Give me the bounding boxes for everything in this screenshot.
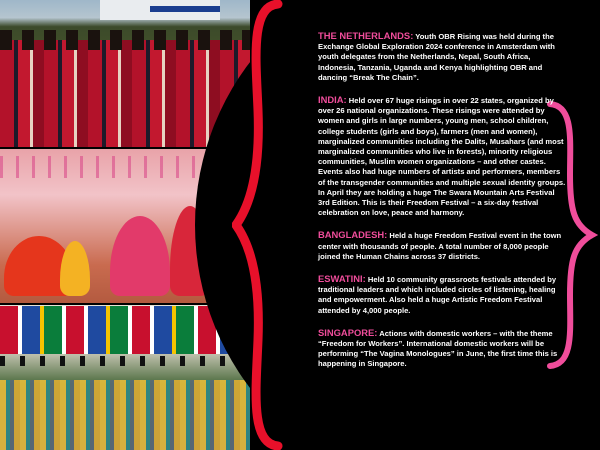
section-eswatini [318, 274, 568, 316]
text-column [318, 31, 568, 382]
section-text: Held over 67 huge risings in over 22 states, organized by over 26 national organizations. These risings were attended by women and girls in large numbers, young men, school children, college students (girls and boys), farmers (men and women), marginalized communities including the Dalits, Musahars (and most marginalized communities who live in forests), minority religious communities, Muslim women organizations – and other castes. Events also had huge numbers of artists and performers, members of the transgender communities and multiple sexual identity groups. In April they are holding a huge The Swara Mountain Arts Festival 3rd Edition. This is their Freedom Festival – a six-day festival celebration on love, peace and harmony. [318, 96, 566, 218]
section-netherlands [318, 31, 568, 83]
section-title: THE NETHERLANDS: [318, 30, 414, 41]
photo-flags-crowd [0, 304, 250, 450]
red-brace-left [232, 0, 292, 450]
section-bangladesh [318, 230, 568, 262]
section-text: Held 10 community grassroots festivals attended by traditional leaders and which included circles of listening, healing and empowerment. Also held a huge Artistic Freedom Festival attended by 4,000 people. [318, 275, 557, 315]
section-text: Youth OBR Rising was held during the Exchange Global Exploration 2024 conference in Amsterdam with youth delegates from the Netherlands, Nepal, South Africa, Indonesia, Tanzania, Uganda and Kenya highlighting OBR and dancing “Break The Chain”. [318, 32, 555, 82]
section-title: ESWATINI: [318, 273, 366, 285]
section-title: BANGLADESH: [318, 229, 388, 241]
section-text: Actions with domestic workers – with the theme “Freedom for Workers”. International domestic workers will be performing “The Vagina Monologues” in June, the first time this is happening in Singapore. [318, 328, 558, 369]
photo-netherlands-dancers [0, 0, 250, 148]
section-title: INDIA: [318, 94, 347, 106]
section-title: SINGAPORE: [318, 326, 378, 338]
section-text: Held a huge Freedom Festival event in the town center with thousands of people. A total number of 8,000 people joined the Human Chains across 37 districts. [318, 231, 562, 261]
section-singapore [318, 328, 568, 370]
section-india [318, 95, 568, 218]
